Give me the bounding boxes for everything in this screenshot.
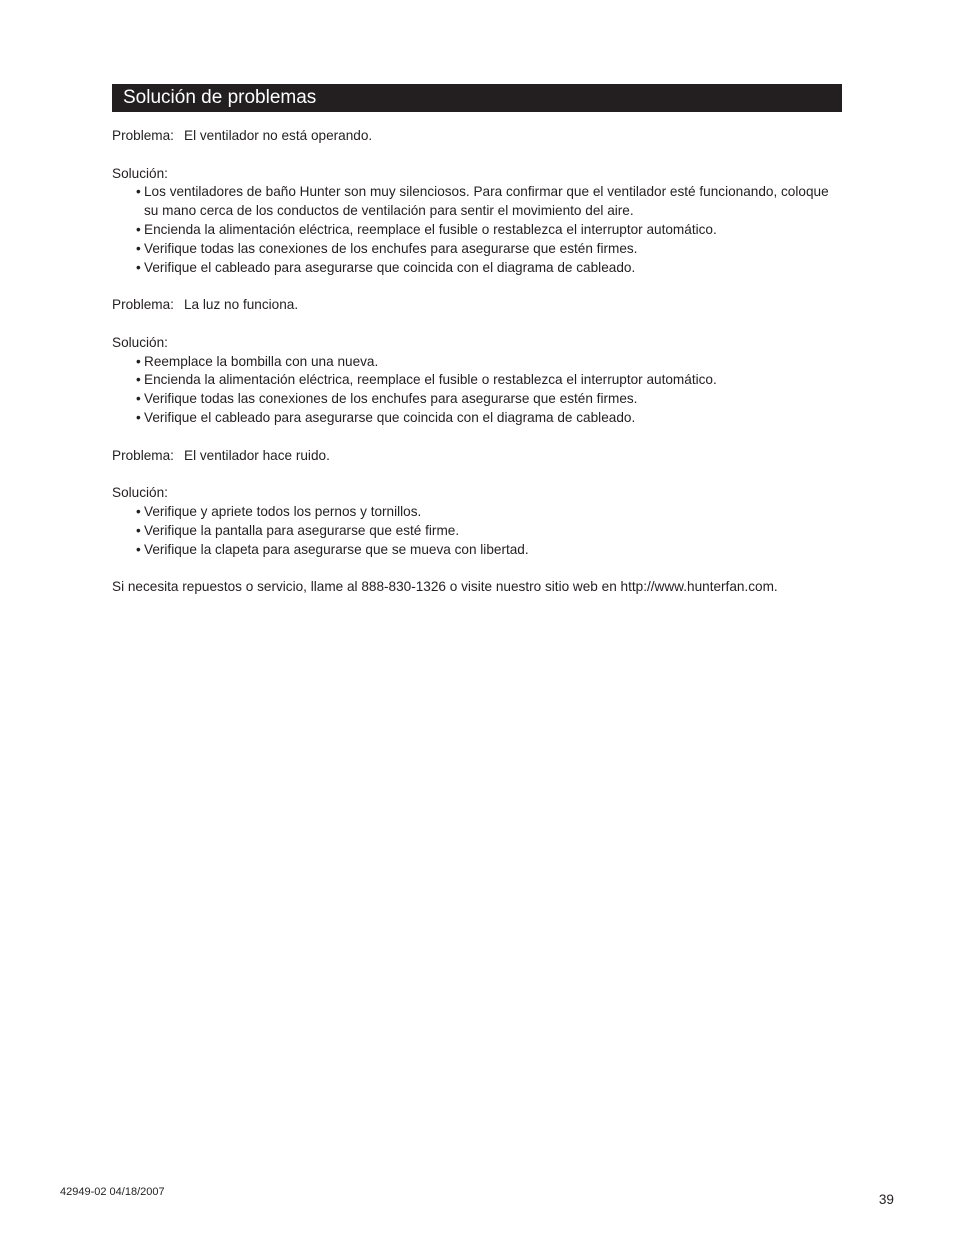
solution-item: • Reemplace la bombilla con una nueva.	[136, 353, 847, 372]
solution-item: • Verifique todas las conexiones de los enchufes para asegurarse que estén firmes.	[136, 240, 847, 259]
problem-line	[112, 296, 847, 315]
solution-item: • Verifique el cableado para asegurarse que coincida con el diagrama de cableado.	[136, 259, 847, 278]
solution-item: • Verifique la clapeta para asegurarse que se mueva con libertad.	[136, 541, 847, 560]
solution-item: • Verifique y apriete todos los pernos y tornillos.	[136, 503, 847, 522]
problem-text: La luz no funciona.	[184, 297, 299, 313]
problem-line	[112, 447, 847, 466]
section-header	[112, 84, 842, 112]
problem-block-1	[112, 127, 847, 277]
page-number: 39	[878, 1192, 894, 1207]
problem-block-2	[112, 296, 847, 428]
section-title: Solución de problemas	[123, 87, 317, 108]
contact-note: Si necesita repuestos o servicio, llame al 888-830-1326 o visite nuestro sitio web en http://www.hunterfan.com.	[112, 579, 778, 595]
solution-item: • Encienda la alimentación eléctrica, reemplace el fusible o restablezca el interruptor automático.	[136, 371, 847, 390]
solution-label: Solución:	[112, 485, 168, 501]
solution-label: Solución:	[112, 334, 168, 350]
problem-line	[112, 127, 847, 146]
problem-block-3	[112, 447, 847, 560]
solution-item: • Verifique la pantalla para asegurarse que esté firme.	[136, 522, 847, 541]
solution-label: Solución:	[112, 165, 168, 181]
problem-label: Problema:	[112, 128, 174, 143]
problem-label: Problema:	[112, 447, 174, 463]
solution-item: • Verifique el cableado para asegurarse que coincida con el diagrama de cableado.	[136, 409, 847, 428]
solution-list	[112, 353, 847, 428]
problem-label: Problema:	[112, 297, 174, 313]
document-code: 42949-02 04/18/2007	[60, 1186, 165, 1198]
problem-text: El ventilador no está operando.	[184, 128, 373, 143]
solution-item: • Los ventiladores de baño Hunter son muy silenciosos. Para confirmar que el ventilador esté funcionando, coloque su mano cerca de los conductos de ventilación para sentir el movimiento del aire.	[136, 183, 834, 221]
solution-item: • Encienda la alimentación eléctrica, reemplace el fusible o restablezca el interruptor automático.	[136, 221, 847, 240]
solution-item: • Verifique todas las conexiones de los enchufes para asegurarse que estén firmes.	[136, 390, 847, 409]
troubleshooting-content	[112, 127, 847, 597]
solution-list	[112, 183, 847, 277]
solution-list	[112, 503, 847, 559]
problem-text: El ventilador hace ruido.	[184, 447, 330, 463]
